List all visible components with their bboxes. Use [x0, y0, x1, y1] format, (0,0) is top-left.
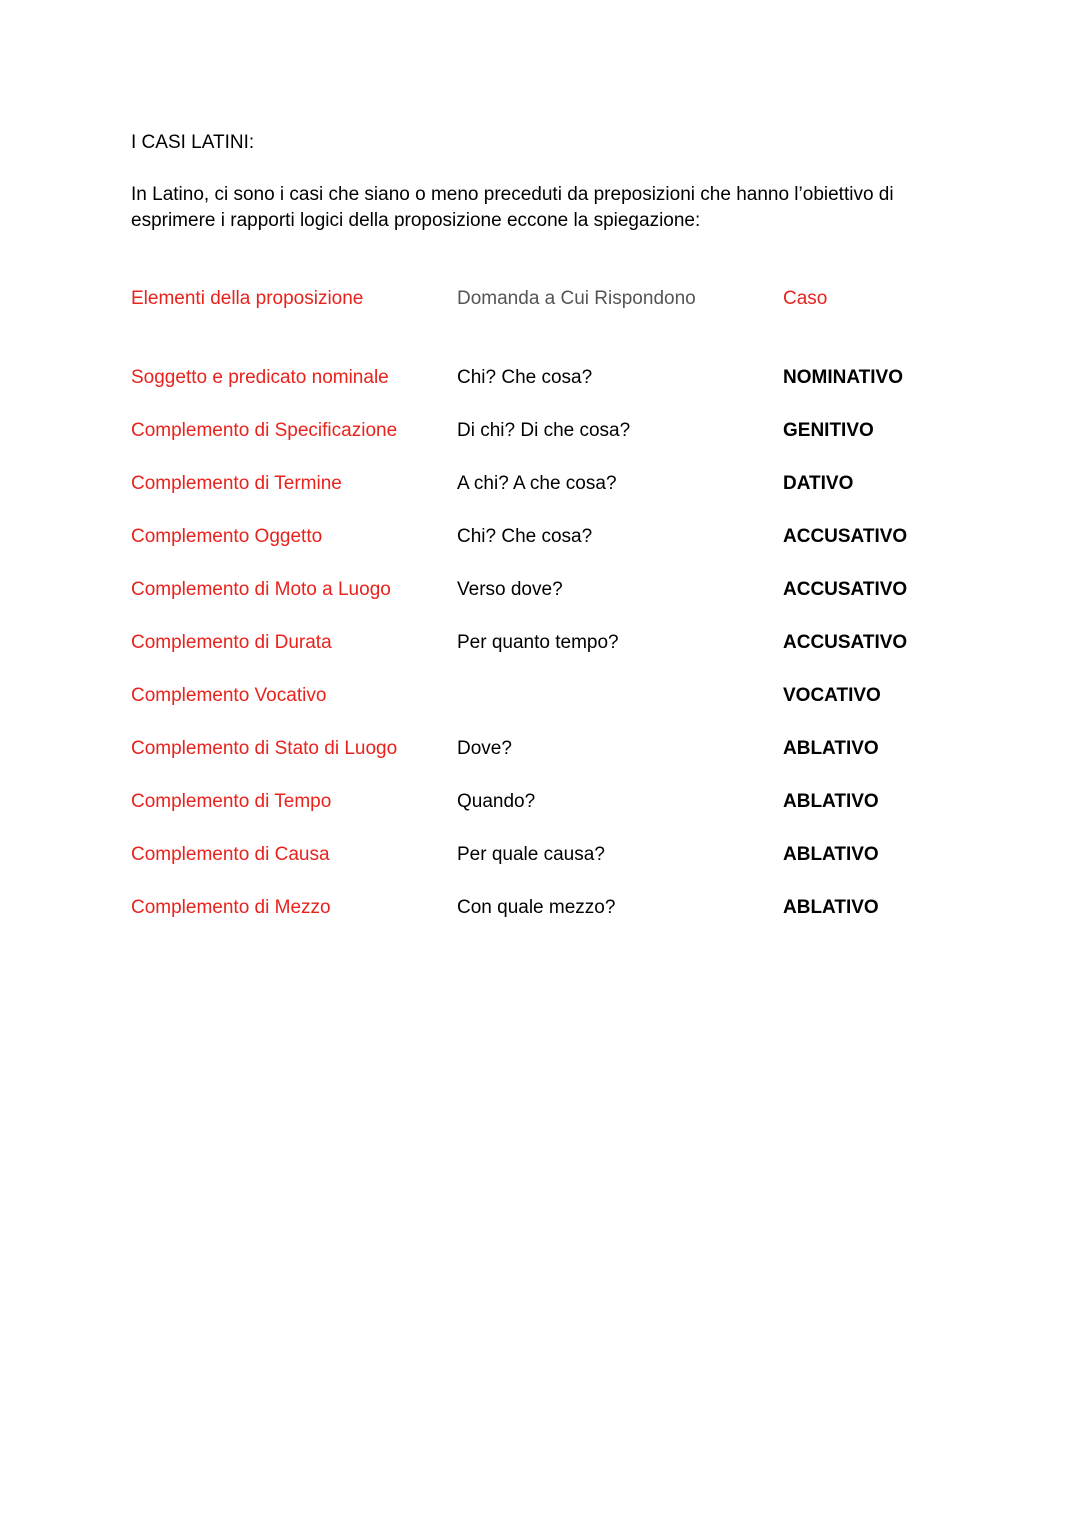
row-question: A chi? A che cosa? — [457, 473, 617, 494]
row-element: Complemento di Durata — [131, 632, 332, 653]
row-element: Complemento di Stato di Luogo — [131, 738, 398, 759]
header-case: Caso — [783, 288, 828, 309]
row-case: VOCATIVO — [783, 685, 881, 706]
row-question: Per quale causa? — [457, 844, 605, 865]
row-element: Complemento di Moto a Luogo — [131, 579, 391, 600]
row-element: Complemento di Termine — [131, 473, 342, 494]
page-title: I CASI LATINI: — [131, 132, 255, 153]
row-question: Di chi? Di che cosa? — [457, 420, 631, 441]
header-element: Elementi della proposizione — [131, 288, 364, 309]
cases-table — [131, 287, 951, 949]
row-case: ABLATIVO — [783, 844, 879, 865]
row-case: ABLATIVO — [783, 738, 879, 759]
row-case: ABLATIVO — [783, 791, 879, 812]
row-element: Complemento di Tempo — [131, 791, 332, 812]
row-question: Verso dove? — [457, 579, 563, 600]
row-question: Quando? — [457, 791, 536, 812]
intro-paragraph — [131, 182, 951, 234]
table-header-row — [131, 287, 951, 311]
row-element: Complemento di Specificazione — [131, 420, 398, 441]
row-case: NOMINATIVO — [783, 367, 903, 388]
row-element: Complemento Oggetto — [131, 526, 323, 547]
row-case: GENITIVO — [783, 420, 874, 441]
table-row — [131, 896, 951, 920]
table-row — [131, 472, 951, 496]
intro-line: In Latino, ci sono i casi che siano o meno preceduti da preposizioni che hanno l’obiettivo di — [131, 184, 894, 205]
row-question: Per quanto tempo? — [457, 632, 619, 653]
table-row — [131, 631, 951, 655]
row-element: Complemento Vocativo — [131, 685, 327, 706]
row-element: Complemento di Causa — [131, 844, 330, 865]
row-case: ACCUSATIVO — [783, 526, 908, 547]
table-row — [131, 578, 951, 602]
table-row — [131, 366, 951, 390]
row-case: DATIVO — [783, 473, 854, 494]
row-element: Complemento di Mezzo — [131, 897, 331, 918]
row-question: Dove? — [457, 738, 512, 759]
table-row — [131, 737, 951, 761]
row-question: Con quale mezzo? — [457, 897, 616, 918]
row-question: Chi? Che cosa? — [457, 526, 593, 547]
header-question: Domanda a Cui Rispondono — [457, 288, 696, 309]
table-row — [131, 419, 951, 443]
row-element: Soggetto e predicato nominale — [131, 367, 389, 388]
table-row — [131, 843, 951, 867]
row-case: ACCUSATIVO — [783, 579, 908, 600]
row-case: ABLATIVO — [783, 897, 879, 918]
row-question: Chi? Che cosa? — [457, 367, 593, 388]
intro-line: esprimere i rapporti logici della proposizione eccone la spiegazione: — [131, 210, 701, 231]
row-case: ACCUSATIVO — [783, 632, 908, 653]
table-row — [131, 684, 951, 708]
table-row — [131, 525, 951, 549]
table-row — [131, 790, 951, 814]
